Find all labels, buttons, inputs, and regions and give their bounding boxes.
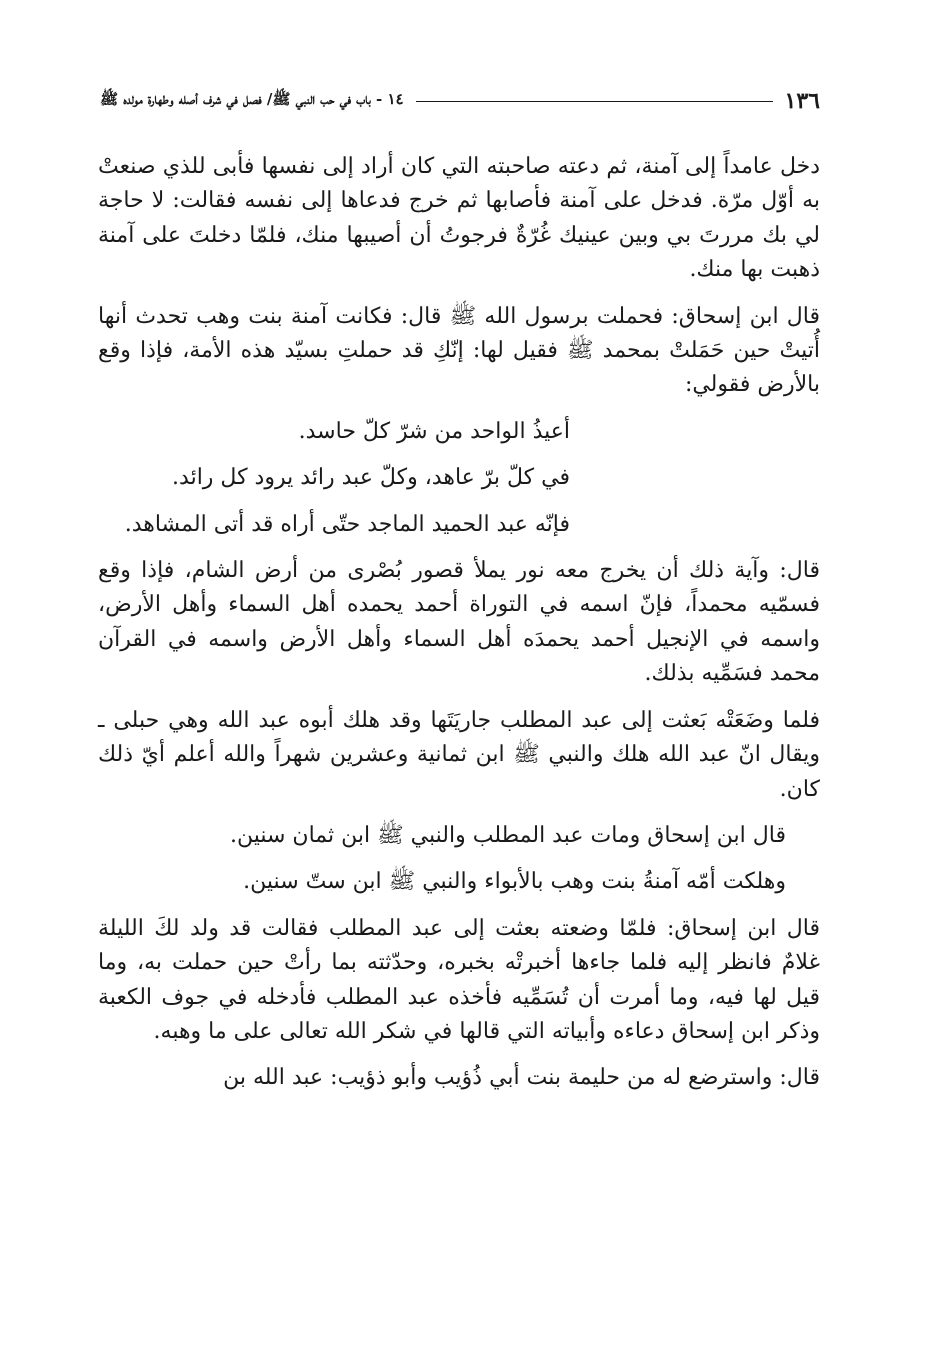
paragraph: دخل عامداً إلى آمنة، ثم دعته صاحبته التي كان أراد إلى نفسها فأبى للذي صنعتْ به أوّل مرّة. فدخل على آمنة فأصابها ثم خرج فدعاها إلى نفسه فقالت: لا حاجة لي بك مررتَ بي وبين عينيك غُرّةٌ فرجوتُ أن أصيبها منك، فلمّا دخلتَ على آمنة ذهبت بها منك.: [98, 154, 820, 283]
verse-line: أعيذُ الواحد من شرّ كلّ حاسد.: [298, 418, 570, 444]
header-rule: [416, 101, 773, 102]
short-line: قال ابن إسحاق ومات عبد المطلب والنبي ﷺ ابن ثمان سنين.: [229, 822, 786, 848]
paragraph: قال ابن إسحاق: فلمّا وضعته بعثت إلى عبد المطلب فقالت قد ولد لكَ الليلة غلامٌ فانظر إليه فلما جاءها أخبرتْه بخبره، وحدّثته بما رأتْ حين حملت به، وما قيل لها فيه، وما أمرت أن تُسَمِّيه فأخذه عبد المطلب فأدخله في جوف الكعبة وذكر ابن إسحاق دعاءه وأبياته التي قالها في شكر الله تعالى على ما وهبه.: [98, 915, 821, 1044]
verse-line: في كلّ برّ عاهد، وكلّ عبد رائد يرود كل رائد.: [172, 465, 570, 491]
short-line: وهلكت أمّه آمنةُ بنت وهب بالأبواء والنبي ﷺ ابن ستّ سنين.: [243, 869, 786, 895]
verse-line: فإنّه عبد الحميد الماجد حتّى أراه قد أتى المشاهد.: [124, 511, 570, 537]
paragraph: قال: وآية ذلك أن يخرج معه نور يملأ قصور بُصْرى من أرض الشام، فإذا وقع فسمّيه محمداً، فإنّ اسمه في التوراة أحمد يحمده أهل السماء وأهل الأرض، واسمه في الإنجيل أحمد يحمدَه أهل السماء وأهل الأرض واسمه في القرآن محمد فسَمِّيه بذلك.: [98, 558, 820, 687]
body-text: [98, 150, 820, 1108]
running-title: ١٤ - باب في حب النبي ﷺ/ فصل في شرف أصله وطهارة مولده ﷺ: [100, 90, 404, 108]
page-number: ١٣٦: [784, 88, 820, 114]
page-header: [100, 86, 820, 116]
paragraph: قال: واسترضع له من حليمة بنت أبي ذُؤيب وأبو ذؤيب: عبد الله بن: [223, 1065, 820, 1091]
paragraph: فلما وضَعَتْه بَعثت إلى عبد المطلب جاريَتَها وقد هلك أبوه عبد الله وهي حبلى ـ ويقال انّ عبد الله هلك والنبي ﷺ ابن ثمانية وعشرين شهراً والله أعلم أيّ ذلك كان.: [98, 707, 820, 802]
paragraph: قال ابن إسحاق: فحملت برسول الله ﷺ قال: فكانت آمنة بنت وهب تحدث أنها أُتيتْ حين حَمَلتْ بمحمد ﷺ فقيل لها: إنّكِ قد حملتِ بسيّد هذه الأمة، فإذا وقع بالأرض فقولي:: [98, 303, 820, 398]
